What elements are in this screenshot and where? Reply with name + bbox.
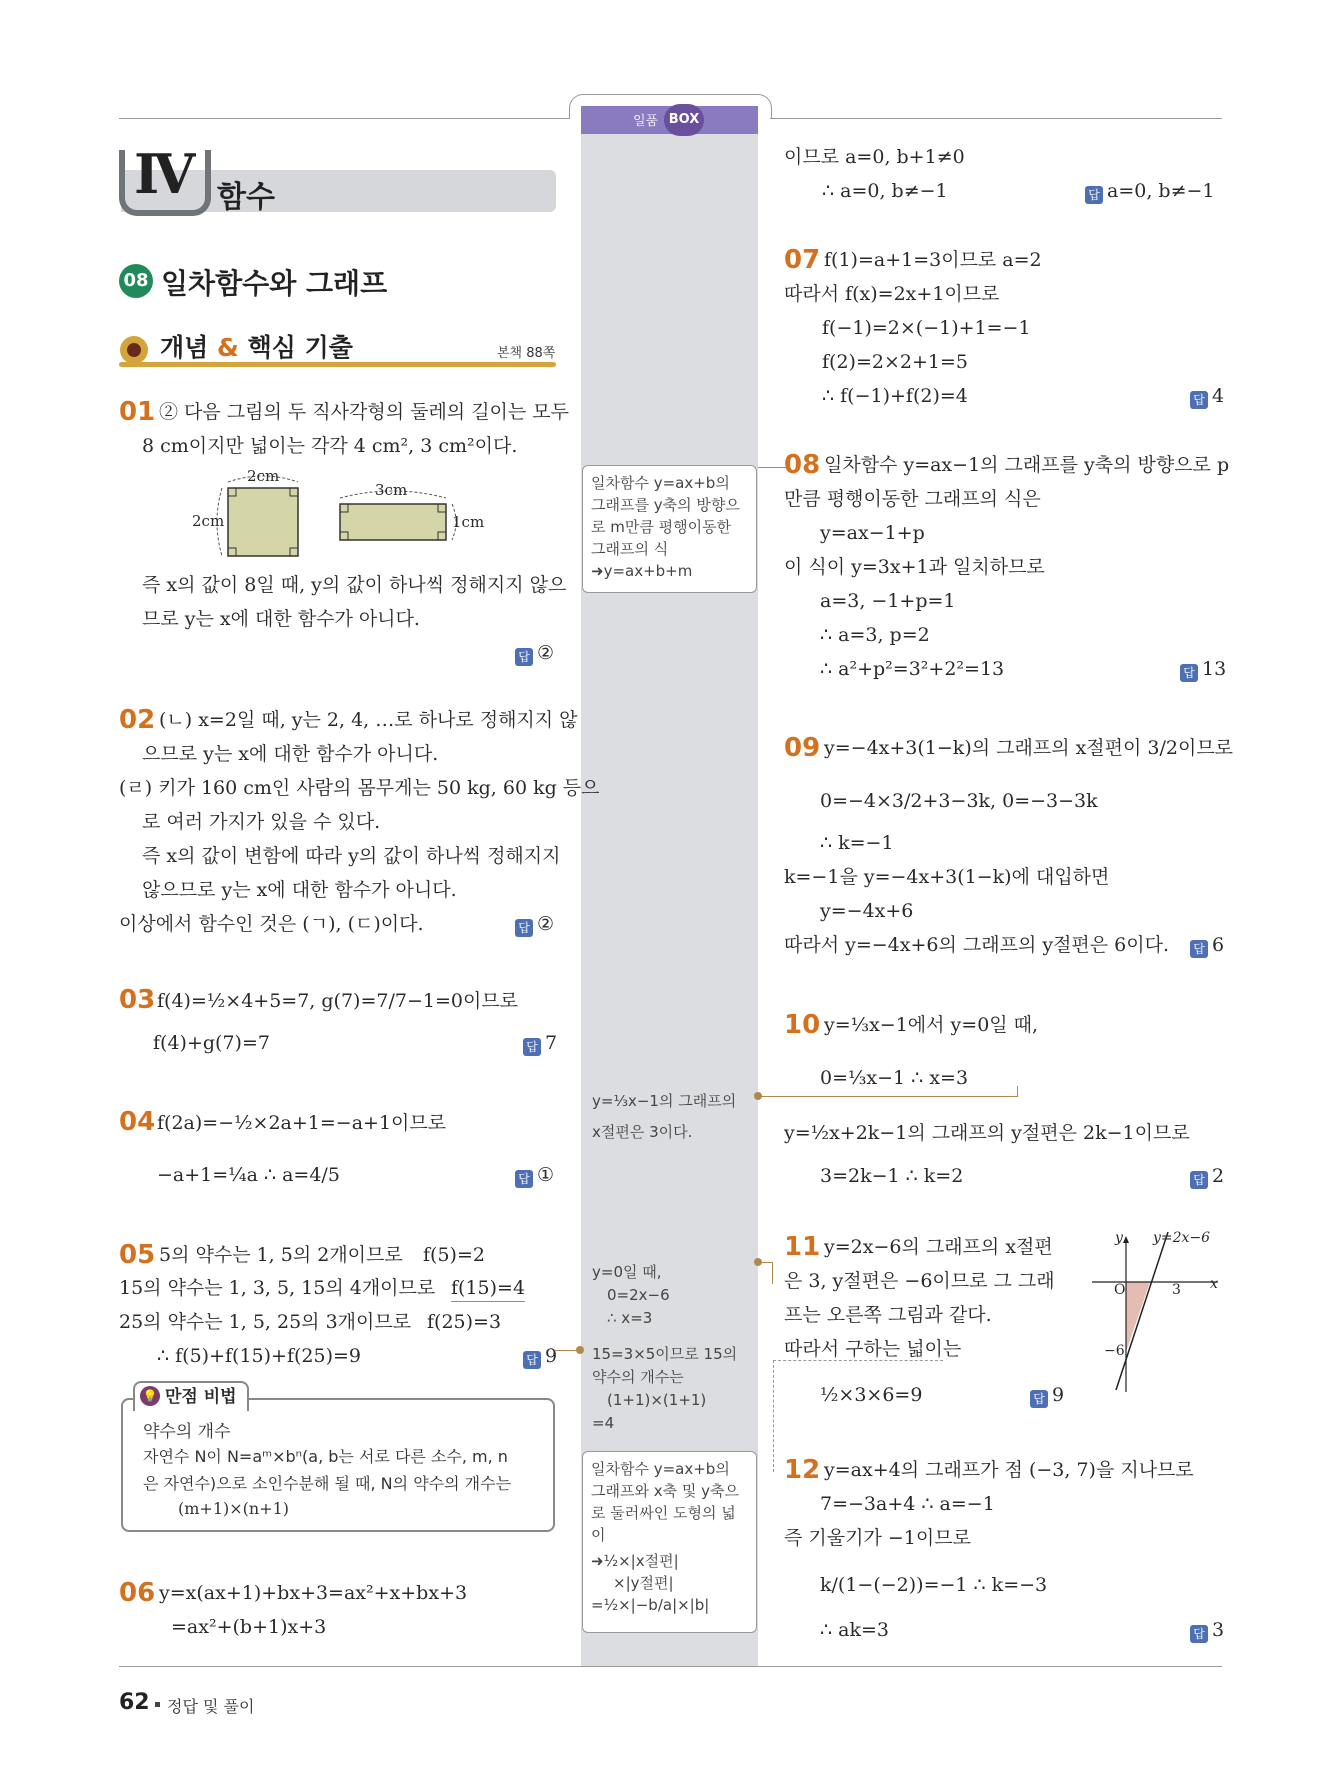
p02-line4: 로 여러 가지가 있을 수 있다. xyxy=(142,811,381,833)
p09-line2: 0=−4×3/2+3−3k, 0=−3−3k xyxy=(820,790,1098,812)
p09-line3: ∴ k=−1 xyxy=(820,832,894,854)
answer-icon: 답 xyxy=(1190,1625,1208,1643)
p01-answer xyxy=(515,640,554,666)
problem-number-05: 05 xyxy=(119,1240,156,1270)
footer-rule xyxy=(119,1666,1222,1667)
p02-answer-value: ② xyxy=(537,913,555,935)
p08-answer xyxy=(1180,656,1226,682)
p11-line1: y=2x−6의 그래프의 x절편 xyxy=(824,1236,1053,1258)
connector-dot-p11 xyxy=(754,1258,762,1266)
note5-line1: 일차함수 y=ax+b의 xyxy=(591,1460,730,1478)
p08-answer-value: 13 xyxy=(1202,658,1227,680)
answer-icon: 답 xyxy=(515,1170,533,1188)
graph-line xyxy=(1116,1232,1168,1390)
p02-line7: 이상에서 함수인 것은 (ㄱ), (ㄷ)이다. xyxy=(119,913,424,935)
p12-line4: k/(1−(−2))=−1 ∴ k=−3 xyxy=(820,1574,1048,1596)
p05-line1b: f(5)=2 xyxy=(423,1244,485,1266)
p11-line3: 프는 오른쪽 그림과 같다. xyxy=(784,1304,992,1326)
answer-icon: 답 xyxy=(1180,664,1198,682)
p01-answer-value: ② xyxy=(537,642,555,664)
shaded-triangle xyxy=(1126,1282,1150,1352)
note5-line5: ×|y절편| xyxy=(613,1574,674,1592)
p10-line2: 0=⅓x−1 ∴ x=3 xyxy=(820,1067,969,1089)
box-tab-label: 일품 xyxy=(633,114,659,129)
graph-x-int-label: 3 xyxy=(1172,1282,1181,1298)
fig01-label-top1: 2cm xyxy=(247,467,280,485)
p09-line5: y=−4x+6 xyxy=(820,900,914,922)
p04-answer xyxy=(515,1162,554,1188)
note5-line4: ➜½×|x절편| xyxy=(591,1552,679,1570)
subsection-dot-inner xyxy=(127,343,141,357)
tip-line1: 자연수 N이 N=aᵐ×bⁿ(a, b는 서로 다른 소수, m, n xyxy=(143,1447,508,1466)
note-y0-line1: y=0일 때, xyxy=(592,1263,662,1281)
chapter-title: 함수 xyxy=(217,180,275,215)
p12-line2: 7=−3a+4 ∴ a=−1 xyxy=(820,1493,995,1515)
box-badge: BOX xyxy=(664,104,704,136)
note-divisors-line1: 15=3×5이므로 15의 xyxy=(592,1345,738,1363)
p05-line3b: f(25)=3 xyxy=(427,1311,502,1333)
note1-line2: 그래프를 y축의 방향으 xyxy=(591,496,740,514)
p06-line1: y=x(ax+1)+bx+3=ax²+x+bx+3 xyxy=(159,1582,468,1604)
p09-answer xyxy=(1190,932,1224,958)
p11-answer-value: 9 xyxy=(1052,1384,1065,1406)
p12-line5: ∴ ak=3 xyxy=(820,1619,889,1641)
graph-x-label: x xyxy=(1210,1276,1218,1292)
p07-line4: f(2)=2×2+1=5 xyxy=(822,351,968,373)
p10-line4: 3=2k−1 ∴ k=2 xyxy=(820,1165,964,1187)
p08-line3: y=ax−1+p xyxy=(820,522,925,544)
note-divisors-line3: (1+1)×(1+1) xyxy=(607,1391,707,1409)
graph-origin-label: O xyxy=(1114,1282,1126,1298)
answer-icon: 답 xyxy=(1085,186,1103,204)
p05-line1a: 5의 약수는 1, 5의 2개이므로 xyxy=(159,1244,403,1266)
graph-y-2x-6 xyxy=(1090,1232,1222,1397)
fig01-label-left1: 2cm xyxy=(192,512,225,530)
answer-icon: 답 xyxy=(1030,1390,1048,1408)
answer-icon: 답 xyxy=(515,919,533,937)
p10-answer-value: 2 xyxy=(1212,1165,1225,1187)
p02-line6: 않으므로 y는 x에 대한 함수가 아니다. xyxy=(142,879,457,901)
p03-answer xyxy=(523,1030,557,1056)
p07-line1: f(1)=a+1=3이므로 a=2 xyxy=(824,249,1042,271)
p09-line1: y=−4x+3(1−k)의 그래프의 x절편이 3/2이므로 xyxy=(824,737,1234,759)
fig01-label-top2: 3cm xyxy=(375,481,408,499)
connector-dot-p05 xyxy=(576,1346,584,1354)
p11-line4: 따라서 구하는 넓이는 xyxy=(784,1338,962,1360)
note1-line3: 로 m만큼 평행이동한 xyxy=(591,518,732,536)
p09-line4: k=−1을 y=−4x+3(1−k)에 대입하면 xyxy=(784,866,1110,888)
connector-dash-vert xyxy=(773,1360,775,1472)
note1-line1: 일차함수 y=ax+b의 xyxy=(591,474,730,492)
note-x-intercept-line1: y=⅓x−1의 그래프의 xyxy=(592,1092,737,1110)
connector-p10-up xyxy=(1017,1086,1018,1096)
p08-line5: a=3, −1+p=1 xyxy=(820,590,956,612)
right-cont-line1: 이므로 a=0, b+1≠0 xyxy=(784,146,965,168)
graph-line-label: y=2x−6 xyxy=(1153,1230,1211,1246)
header-rule-left xyxy=(119,118,569,119)
p02-line5: 즉 x의 값이 변함에 따라 y의 값이 하나씩 정해지지 xyxy=(142,845,561,867)
p02-answer xyxy=(515,911,554,937)
p02-line1: (ㄴ) x=2일 때, y는 2, 4, …로 하나로 정해지지 않 xyxy=(159,709,578,731)
p05-answer-value: 9 xyxy=(545,1345,558,1367)
right-cont-line2: ∴ a=0, b≠−1 xyxy=(822,180,948,202)
note5-line2: 그래프와 x축 및 y축으 xyxy=(591,1482,739,1500)
problem-number-09: 09 xyxy=(784,733,821,763)
problem-number-12: 12 xyxy=(784,1455,821,1485)
p05-line4: ∴ f(5)+f(15)+f(25)=9 xyxy=(157,1345,361,1367)
figure-01-rectangles xyxy=(190,466,480,566)
p03-line2: f(4)+g(7)=7 xyxy=(153,1032,270,1054)
p11-line2: 은 3, y절편은 −6이므로 그 그래 xyxy=(784,1270,1055,1292)
footer-bullet xyxy=(155,1702,160,1707)
problem-number-01: 01 xyxy=(119,397,156,427)
connector-p10 xyxy=(758,1096,1018,1097)
rect-3x1cm xyxy=(340,504,446,540)
right-cont-answer-value: a=0, b≠−1 xyxy=(1107,180,1215,202)
p08-line1: 일차함수 y=ax−1의 그래프를 y축의 방향으로 p xyxy=(824,454,1230,476)
p12-answer xyxy=(1190,1617,1224,1643)
p02-line2: 으므로 y는 x에 대한 함수가 아니다. xyxy=(142,743,439,765)
footer-page-number: 62 xyxy=(119,1690,150,1715)
p10-answer xyxy=(1190,1163,1224,1189)
p05-line2b: f(15)=4 xyxy=(451,1275,525,1302)
note-divisors-line4: =4 xyxy=(592,1414,615,1432)
problem-number-03: 03 xyxy=(119,985,156,1015)
problem-number-04: 04 xyxy=(119,1107,156,1137)
note5-line3: 로 둘러싸인 도형의 넓이 xyxy=(591,1504,736,1544)
lightbulb-icon: 💡 xyxy=(140,1386,160,1406)
chapter-numeral: Ⅳ xyxy=(134,142,196,206)
subsection-ref: 본책 88쪽 xyxy=(497,346,556,361)
problem-number-07: 07 xyxy=(784,245,821,275)
answer-icon: 답 xyxy=(1190,391,1208,409)
section-number-badge: 08 xyxy=(119,264,153,298)
problem-number-08: 08 xyxy=(784,450,821,480)
section-title: 일차함수와 그래프 xyxy=(161,267,388,300)
subsection-title-part1: 개념 xyxy=(160,333,209,362)
p10-line1: y=⅓x−1에서 y=0일 때, xyxy=(824,1014,1039,1036)
problem-number-02: 02 xyxy=(119,705,156,735)
connector-p11-down xyxy=(772,1262,773,1284)
y-axis-arrow xyxy=(1123,1236,1129,1243)
p09-answer-value: 6 xyxy=(1212,934,1225,956)
tip-tab xyxy=(133,1381,249,1411)
note-x-intercept-line2: x절편은 3이다. xyxy=(592,1123,693,1141)
p12-line3: 즉 기울기가 −1이므로 xyxy=(784,1527,971,1549)
p08-line4: 이 식이 y=3x+1과 일치하므로 xyxy=(784,556,1045,578)
header-rule-right xyxy=(770,118,1222,119)
subsection-title-part2: 핵심 기출 xyxy=(247,333,353,362)
p01-line3: 즉 x의 값이 8일 때, y의 값이 하나씩 정해지지 않으 xyxy=(142,574,567,596)
p01-line1: ② 다음 그림의 두 직사각형의 둘레의 길이는 모두 xyxy=(159,401,570,423)
p07-line3: f(−1)=2×(−1)+1=−1 xyxy=(822,317,1031,339)
p09-line6: 따라서 y=−4x+6의 그래프의 y절편은 6이다. xyxy=(784,934,1170,956)
note1-line5: ➜y=ax+b+m xyxy=(591,562,693,580)
graph-y-int-label: −6 xyxy=(1104,1343,1125,1359)
note1-line4: 그래프의 식 xyxy=(591,540,669,558)
p03-answer-value: 7 xyxy=(545,1032,558,1054)
p11-answer xyxy=(1030,1382,1064,1408)
right-cont-answer xyxy=(1085,178,1215,204)
p05-answer xyxy=(523,1343,557,1369)
answer-icon: 답 xyxy=(523,1038,541,1056)
answer-icon: 답 xyxy=(1190,1171,1208,1189)
p03-line1: f(4)=½×4+5=7, g(7)=7/7−1=0이므로 xyxy=(157,990,519,1012)
note5-line6: =½×|−b/a|×|b| xyxy=(591,1596,710,1614)
fig01-label-right2: 1cm xyxy=(452,513,485,531)
answer-icon: 답 xyxy=(1190,940,1208,958)
p08-line2: 만큼 평행이동한 그래프의 식은 xyxy=(784,488,1041,510)
problem-number-10: 10 xyxy=(784,1010,821,1040)
graph-y-label: y xyxy=(1115,1230,1123,1246)
note-parallel-shift xyxy=(582,465,757,593)
p11-line5: ½×3×6=9 xyxy=(820,1384,923,1406)
problem-number-06: 06 xyxy=(119,1578,156,1608)
p06-line2: =ax²+(b+1)x+3 xyxy=(171,1616,327,1638)
problem-number-11: 11 xyxy=(784,1232,821,1262)
subsection-title xyxy=(160,328,353,364)
p07-answer-value: 4 xyxy=(1212,385,1225,407)
tip-line2: 은 자연수)으로 소인수분해 될 때, N의 약수의 개수는 xyxy=(143,1474,512,1493)
p02-line3: (ㄹ) 키가 160 cm인 사람의 몸무게는 50 kg, 60 kg 등으 xyxy=(119,777,600,799)
p07-line2: 따라서 f(x)=2x+1이므로 xyxy=(784,283,1000,305)
p08-line7: ∴ a²+p²=3²+2²=13 xyxy=(820,658,1005,680)
footer-label: 정답 및 풀이 xyxy=(167,1697,255,1716)
connector-dot-p10 xyxy=(754,1092,762,1100)
p04-line1: f(2a)=−½×2a+1=−a+1이므로 xyxy=(157,1112,447,1134)
p01-line2: 8 cm이지만 넓이는 각각 4 cm², 3 cm²이다. xyxy=(142,435,518,457)
p10-line3: y=½x+2k−1의 그래프의 y절편은 2k−1이므로 xyxy=(784,1122,1190,1144)
p05-line3a: 25의 약수는 1, 5, 25의 3개이므로 xyxy=(119,1311,412,1333)
note-y0-line3: ∴ x=3 xyxy=(607,1309,653,1327)
subsection-amp: & xyxy=(217,333,239,362)
answer-icon: 답 xyxy=(515,648,533,666)
p05-line2a: 15의 약수는 1, 3, 5, 15의 4개이므로 xyxy=(119,1277,436,1299)
note-triangle-area xyxy=(582,1451,757,1633)
p12-answer-value: 3 xyxy=(1212,1619,1225,1641)
p08-line6: ∴ a=3, p=2 xyxy=(820,624,930,646)
tip-tab-label: 만점 비법 xyxy=(165,1387,237,1407)
p01-line4: 므로 y는 x에 대한 함수가 아니다. xyxy=(142,608,420,630)
p12-line1: y=ax+4의 그래프가 점 (−3, 7)을 지나므로 xyxy=(824,1459,1194,1481)
p07-answer xyxy=(1190,383,1224,409)
p04-line2: −a+1=¼a ∴ a=4/5 xyxy=(157,1164,340,1186)
tip-title: 약수의 개수 xyxy=(143,1422,231,1442)
tip-line3: (m+1)×(n+1) xyxy=(178,1499,290,1518)
note-divisors-line2: 약수의 개수는 xyxy=(592,1368,684,1386)
p04-answer-value: ① xyxy=(537,1164,555,1186)
answer-icon: 답 xyxy=(523,1351,541,1369)
connector-p08 xyxy=(758,467,786,468)
note-y0-line2: 0=2x−6 xyxy=(607,1286,670,1304)
p07-line5: ∴ f(−1)+f(2)=4 xyxy=(822,385,968,407)
square-2cm xyxy=(228,488,298,556)
